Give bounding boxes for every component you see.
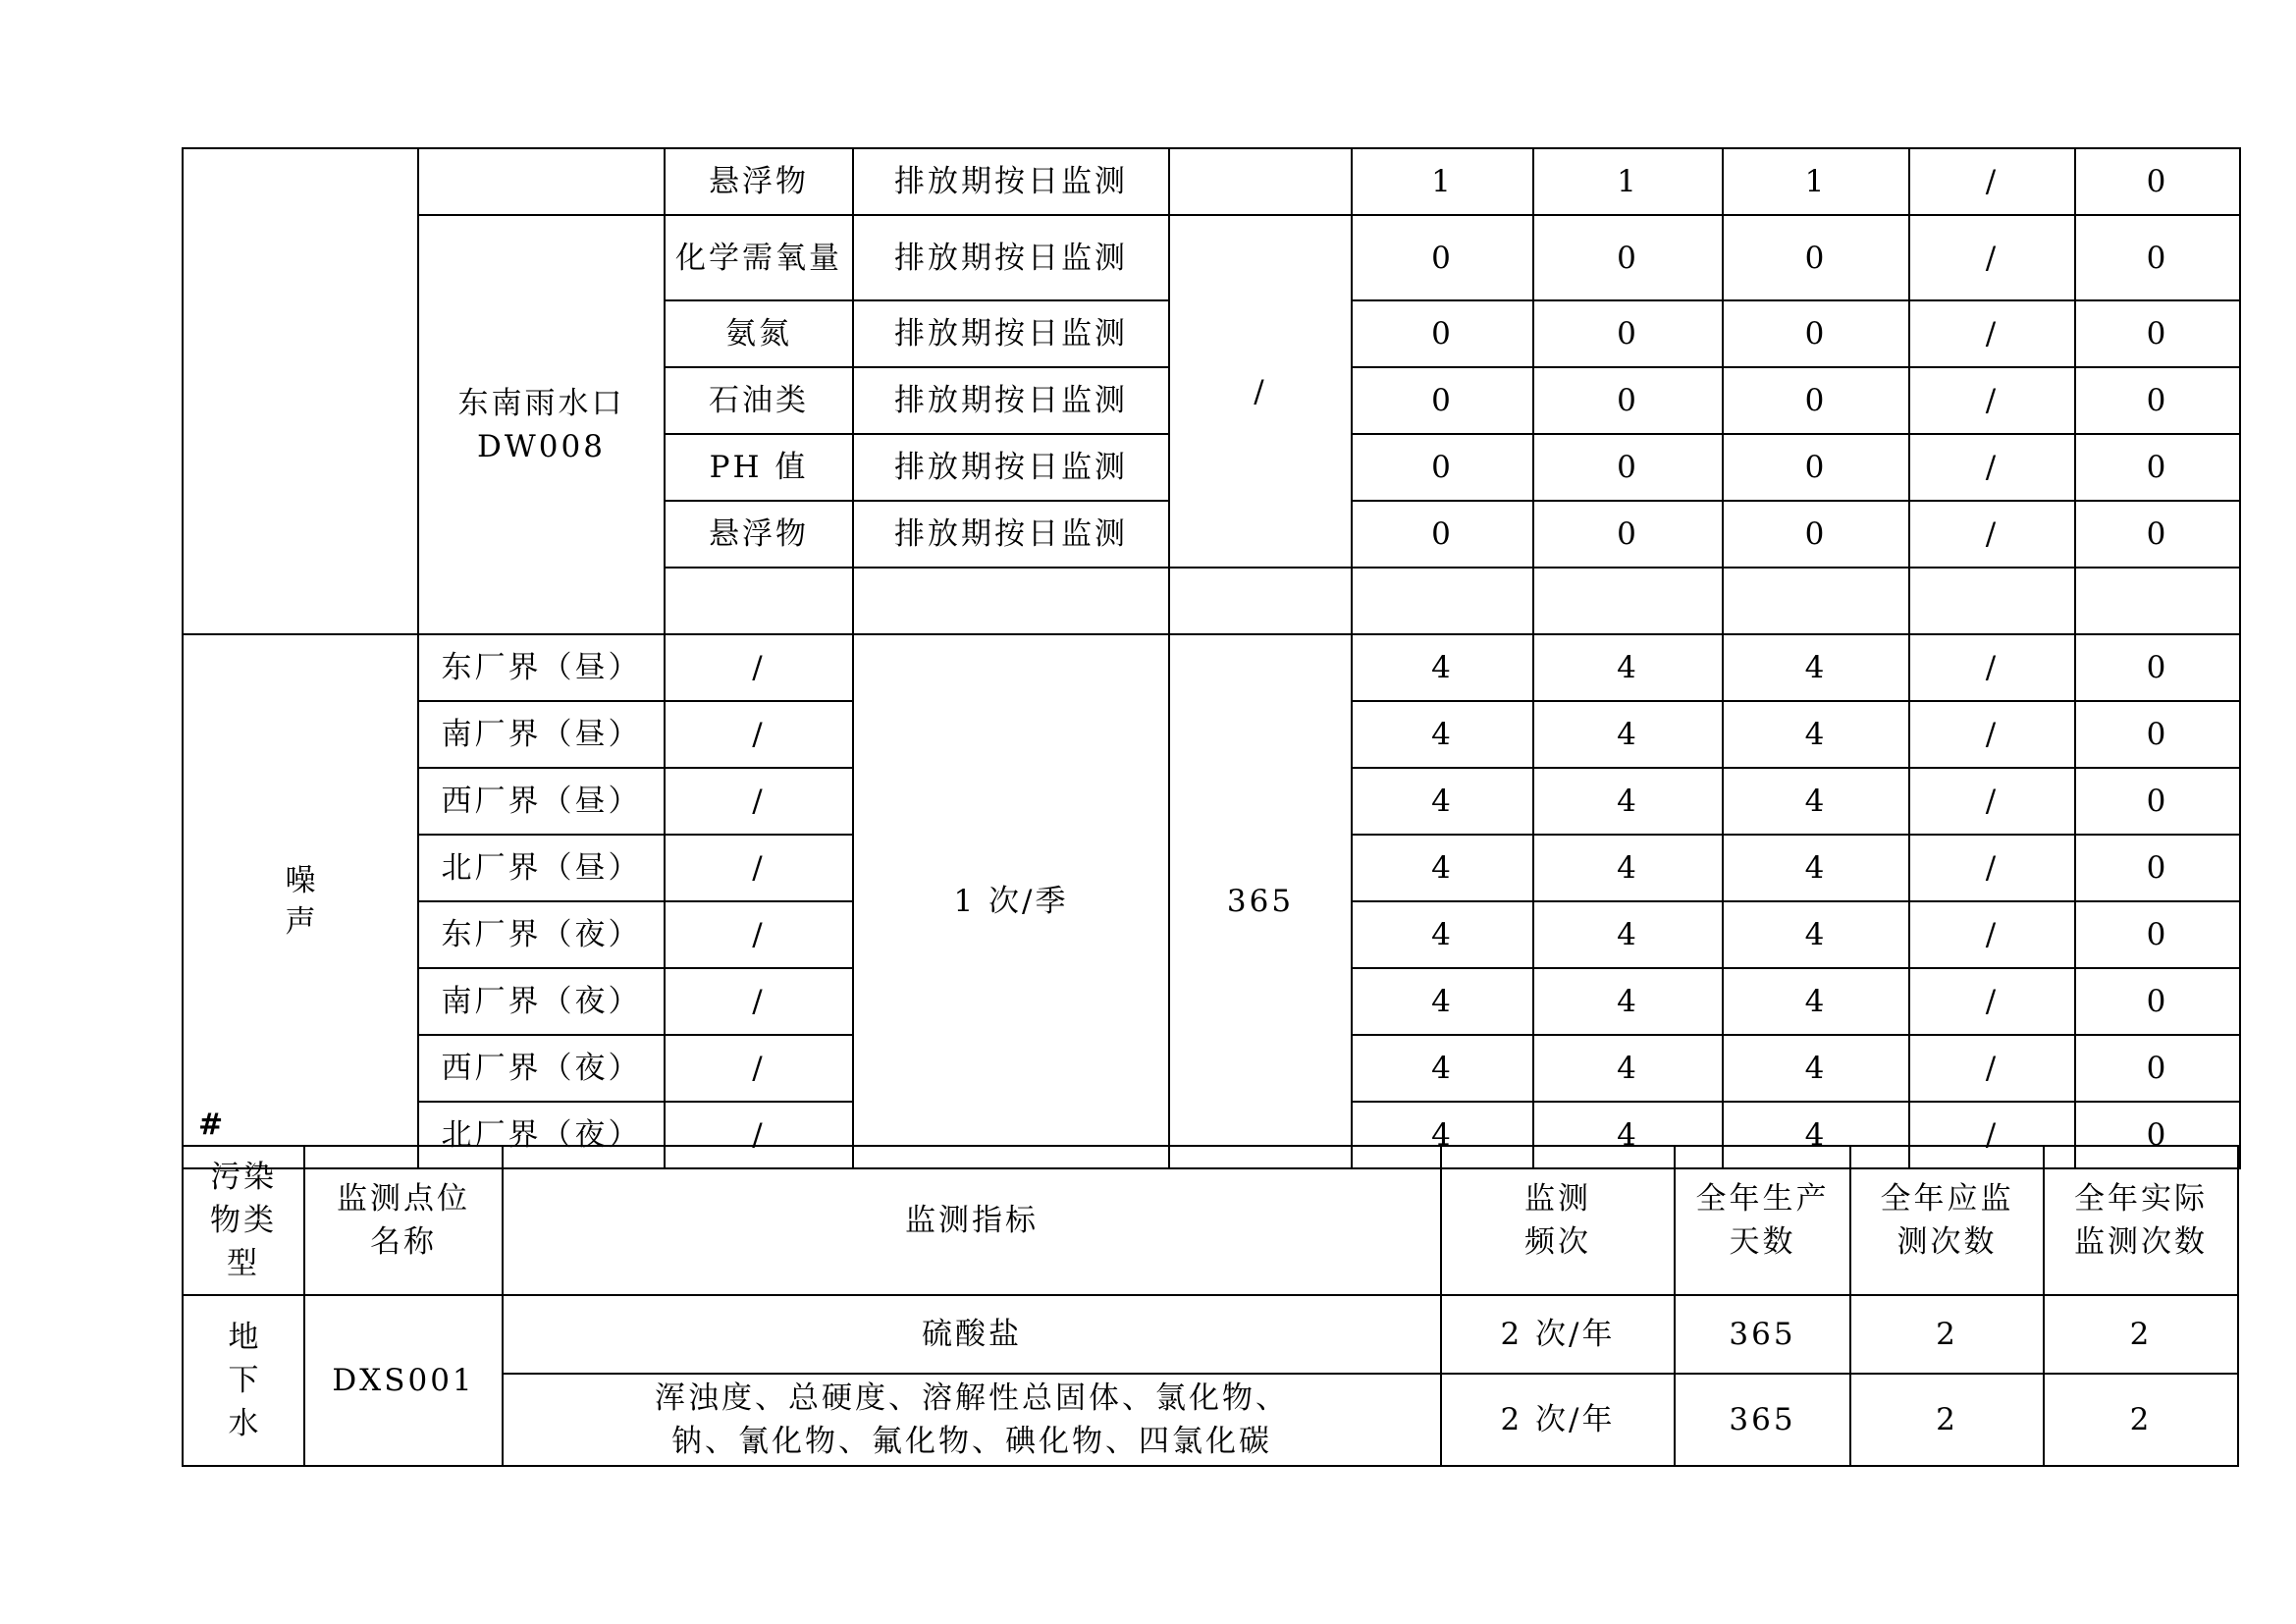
indicator-cell: /: [665, 901, 853, 968]
value-cell: /: [1909, 1102, 2075, 1168]
value-cell: 0: [2075, 300, 2240, 367]
point-cell: [418, 148, 665, 215]
indicator-cell: 浑浊度、总硬度、溶解性总固体、氯化物、钠、氰化物、氟化物、碘化物、四氯化碳: [503, 1374, 1441, 1466]
value-cell: 4: [1723, 835, 1909, 901]
header-planned: 全年应监测次数: [1850, 1146, 2044, 1295]
value-cell: /: [1909, 1035, 2075, 1102]
noise-days-cell: 365: [1169, 634, 1352, 1168]
noise-freq-cell: 1 次/季: [853, 634, 1169, 1168]
actual-cell: 2: [2044, 1374, 2238, 1466]
value-cell: 1: [1352, 148, 1533, 215]
rain-outlet-cell: [418, 215, 665, 634]
planned-cell: 2: [1850, 1295, 2044, 1374]
indicator-cell: 氨氮: [665, 300, 853, 367]
value-cell: 4: [1352, 901, 1533, 968]
value-cell: 0: [1723, 434, 1909, 501]
value-cell: 0: [1723, 215, 1909, 300]
point-cell: 东厂界（昼）: [418, 634, 665, 701]
days-cell: /: [1169, 215, 1352, 568]
value-cell: 4: [1352, 701, 1533, 768]
value-cell: 4: [1723, 634, 1909, 701]
freq-cell: 排放期按日监测: [853, 367, 1169, 434]
indicator-cell: /: [665, 634, 853, 701]
value-cell: 0: [1723, 300, 1909, 367]
value-cell: 0: [2075, 701, 2240, 768]
noise-type-label: 噪声: [285, 863, 319, 940]
freq-cell: 排放期按日监测: [853, 215, 1169, 300]
header-actual: 全年实际监测次数: [2044, 1146, 2238, 1295]
value-cell: 4: [1352, 1102, 1533, 1168]
indicator-cell: /: [665, 1102, 853, 1168]
value-cell: 0: [2075, 434, 2240, 501]
value-cell: 4: [1723, 1035, 1909, 1102]
point-cell: 北厂界（夜）: [418, 1102, 665, 1168]
groundwater-type-cell: 地下水: [183, 1295, 304, 1466]
days-cell: [1169, 568, 1352, 634]
freq-cell: 排放期按日监测: [853, 434, 1169, 501]
table-row: [183, 215, 2240, 300]
value-cell: 4: [1533, 835, 1723, 901]
value-cell: /: [1909, 148, 2075, 215]
value-cell: /: [1909, 701, 2075, 768]
type-cell: [183, 148, 418, 634]
value-cell: 0: [2075, 768, 2240, 835]
noise-type-cell: [183, 634, 418, 1168]
value-cell: /: [1909, 501, 2075, 568]
value-cell: [1723, 568, 1909, 634]
indicator-cell: /: [665, 701, 853, 768]
value-cell: /: [1909, 367, 2075, 434]
days-cell: 365: [1675, 1374, 1850, 1466]
point-cell: 东厂界（夜）: [418, 901, 665, 968]
value-cell: /: [1909, 835, 2075, 901]
value-cell: 0: [1723, 501, 1909, 568]
point-cell: 西厂界（昼）: [418, 768, 665, 835]
value-cell: 0: [2075, 148, 2240, 215]
point-cell: 西厂界（夜）: [418, 1035, 665, 1102]
value-cell: 0: [1533, 367, 1723, 434]
rain-outlet-code: DW008: [477, 428, 606, 464]
header-row: [183, 1146, 2238, 1295]
header-days: 全年生产天数: [1675, 1146, 1850, 1295]
value-cell: /: [1909, 768, 2075, 835]
days-cell: 365: [1675, 1295, 1850, 1374]
point-cell: 南厂界（昼）: [418, 701, 665, 768]
value-cell: 4: [1533, 1035, 1723, 1102]
days-cell: [1169, 148, 1352, 215]
value-cell: [2075, 568, 2240, 634]
table-row: [183, 148, 2240, 215]
value-cell: 4: [1533, 634, 1723, 701]
point-cell: 南厂界（夜）: [418, 968, 665, 1035]
indicator-cell: [665, 568, 853, 634]
indicator-cell: 石油类: [665, 367, 853, 434]
value-cell: 0: [1533, 300, 1723, 367]
freq-cell: 排放期按日监测: [853, 148, 1169, 215]
freq-cell: [853, 568, 1169, 634]
header-type: 污染物类型: [183, 1146, 304, 1295]
value-cell: 4: [1723, 901, 1909, 968]
value-cell: 0: [2075, 367, 2240, 434]
indicator-cell: /: [665, 968, 853, 1035]
value-cell: 0: [1723, 367, 1909, 434]
value-cell: 4: [1723, 768, 1909, 835]
header-indicator: 监测指标: [503, 1146, 1441, 1295]
value-cell: 4: [1352, 634, 1533, 701]
value-cell: 0: [1352, 300, 1533, 367]
freq-cell: 2 次/年: [1441, 1295, 1675, 1374]
value-cell: 4: [1533, 768, 1723, 835]
value-cell: [1533, 568, 1723, 634]
header-freq: 监测频次: [1441, 1146, 1675, 1295]
value-cell: 4: [1533, 701, 1723, 768]
value-cell: /: [1909, 634, 2075, 701]
value-cell: 0: [2075, 1035, 2240, 1102]
rain-outlet-name: 东南雨水口: [457, 385, 625, 421]
value-cell: [1352, 568, 1533, 634]
value-cell: 1: [1723, 148, 1909, 215]
indicator-cell: 悬浮物: [665, 501, 853, 568]
value-cell: 4: [1723, 701, 1909, 768]
value-cell: 4: [1352, 768, 1533, 835]
freq-cell: 排放期按日监测: [853, 300, 1169, 367]
value-cell: 0: [1352, 434, 1533, 501]
value-cell: 0: [2075, 501, 2240, 568]
value-cell: 0: [2075, 901, 2240, 968]
value-cell: /: [1909, 300, 2075, 367]
table-row: [183, 1295, 2238, 1374]
value-cell: 0: [2075, 215, 2240, 300]
groundwater-point-cell: DXS001: [304, 1295, 503, 1466]
value-cell: /: [1909, 215, 2075, 300]
indicator-cell: 硫酸盐: [503, 1295, 1441, 1374]
value-cell: 4: [1723, 968, 1909, 1035]
value-cell: 4: [1533, 968, 1723, 1035]
freq-cell: 排放期按日监测: [853, 501, 1169, 568]
value-cell: 0: [1533, 434, 1723, 501]
value-cell: 4: [1352, 968, 1533, 1035]
value-cell: 0: [2075, 1102, 2240, 1168]
indicator-cell: /: [665, 835, 853, 901]
table-row: [183, 634, 2240, 701]
value-cell: 0: [1352, 367, 1533, 434]
indicator-cell: /: [665, 1035, 853, 1102]
value-cell: 4: [1723, 1102, 1909, 1168]
freq-cell: 2 次/年: [1441, 1374, 1675, 1466]
indicator-cell: /: [665, 768, 853, 835]
value-cell: 4: [1533, 901, 1723, 968]
indicator-cell: PH 值: [665, 434, 853, 501]
value-cell: 0: [1352, 501, 1533, 568]
value-cell: 4: [1533, 1102, 1723, 1168]
value-cell: 4: [1352, 835, 1533, 901]
header-point: 监测点位名称: [304, 1146, 503, 1295]
value-cell: 4: [1352, 1035, 1533, 1102]
value-cell: 0: [1533, 501, 1723, 568]
value-cell: /: [1909, 968, 2075, 1035]
monitoring-table-2: [182, 1145, 2239, 1467]
indicator-cell: 悬浮物: [665, 148, 853, 215]
actual-cell: 2: [2044, 1295, 2238, 1374]
value-cell: [1909, 568, 2075, 634]
indicator-cell: 化学需氧量: [665, 215, 853, 300]
value-cell: /: [1909, 434, 2075, 501]
separator-mark: #: [198, 1108, 224, 1142]
value-cell: /: [1909, 901, 2075, 968]
monitoring-table-1: [182, 147, 2241, 1169]
value-cell: 1: [1533, 148, 1723, 215]
planned-cell: 2: [1850, 1374, 2044, 1466]
value-cell: 0: [2075, 835, 2240, 901]
value-cell: 0: [2075, 968, 2240, 1035]
point-cell: 北厂界（昼）: [418, 835, 665, 901]
value-cell: 0: [1352, 215, 1533, 300]
value-cell: 0: [1533, 215, 1723, 300]
value-cell: 0: [2075, 634, 2240, 701]
